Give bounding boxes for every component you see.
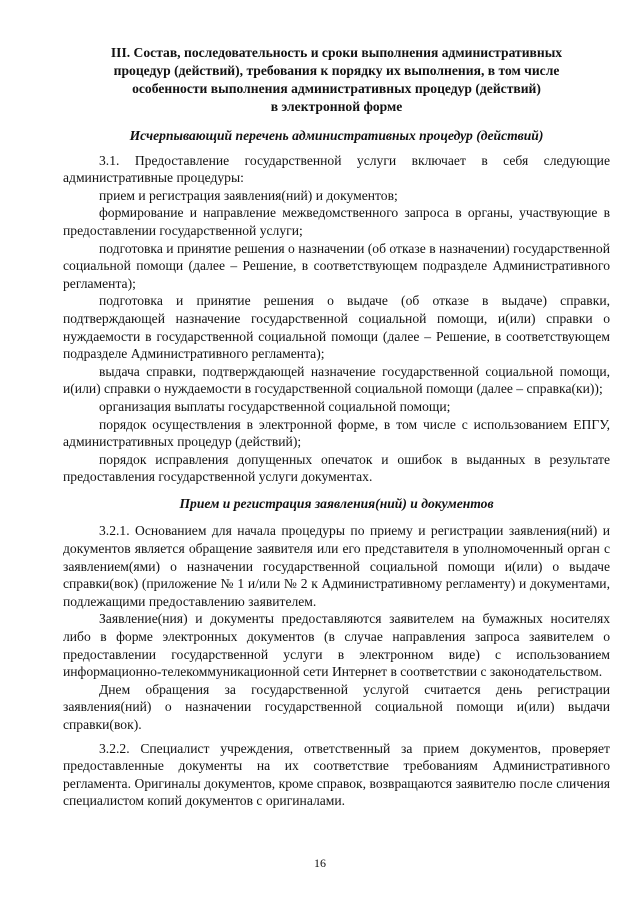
section-title-line: особенности выполнения административных процедур (действий) [132,81,541,96]
list-item-paragraph: организация выплаты государственной социальной помощи; [99,398,451,414]
paragraph-3-2-1: 3.2.1. Основанием для начала процедуры по приему и регистрации заявления(ний) и документов является обращение заявителя или его представителя в уполномоченный орган с заявлением(ями) о назначении государственной социальной помощи и(или) о выдаче справки(вок) (приложение № 1 и/или № 2 к Административному регламенту) и документами, подлежащими предоставлению заявителем. [63,523,610,609]
list-item-paragraph: формирование и направление межведомственного запроса в органы, участвующие в предоставлении государственной услуги; [63,205,610,238]
list-item-paragraph: подготовка и принятие решения о назначении (об отказе в назначении) государственной социальной помощи (далее – Решение, в соответствующем подразделе Административного регламента); [63,240,610,291]
section-title-line: в электронной форме [270,99,403,114]
list-item-paragraph: порядок осуществления в электронной форме, в том числе с использованием ЕПГУ, административных процедур (действий); [63,416,610,450]
paragraph-3-2-2: 3.2.2. Специалист учреждения, ответственный за прием документов, проверяет предоставленные документы на их соответствие требованиям Административного регламента. Оригиналы документов, кроме справок, возвращаются заявителю после сличения специалистом копий документов с оригиналами. [63,740,610,809]
list-item-paragraph: выдача справки, подтверждающей назначение государственной социальной помощи, и(или) справки о нуждаемости в государственной социальной помощи (далее – справка(ки)); [63,363,610,397]
paragraph-3-1: 3.1. Предоставление государственной услуги включает в себя следующие административные процедуры: [63,152,610,186]
subsection-heading-reception: Прием и регистрация заявления(ний) и документов [179,495,494,511]
section-title-line: процедур (действий), требования к порядку их выполнения, в том числе [113,63,560,78]
section-title-line: III. Состав, последовательность и сроки выполнения административных [110,45,563,60]
page-number: 16 [314,856,326,870]
body-paragraph: Заявление(ния) и документы предоставляются заявителем на бумажных носителях либо в форме электронных документов (в случае направления запроса заявителем о предоставлении государственной услуги в электронном виде) с использованием информационно-телекоммуникационной сети Интернет в соответствии с законодательством. [63,611,610,680]
list-item-paragraph: прием и регистрация заявления(ний) и документов; [99,187,398,203]
subsection-heading-procedures-list: Исчерпывающий перечень административных процедур (действий) [129,128,544,143]
list-item-paragraph: подготовка и принятие решения о выдаче (об отказе в выдаче) справки, подтверждающей назначение государственной социальной помощи, и(или) справки о нуждаемости в государственной социальной помощи (далее – Решение, в соответствующем подразделе Административного регламента); [63,293,610,362]
list-item-paragraph: порядок исправления допущенных опечаток и ошибок в выданных в результате предоставления государственной услуги документах. [63,451,610,485]
body-paragraph: Днем обращения за государственной услугой считается день регистрации заявления(ний) о назначении государственной социальной помощи и(или) выдачи справки(вок). [63,681,610,732]
section-title [63,44,610,116]
